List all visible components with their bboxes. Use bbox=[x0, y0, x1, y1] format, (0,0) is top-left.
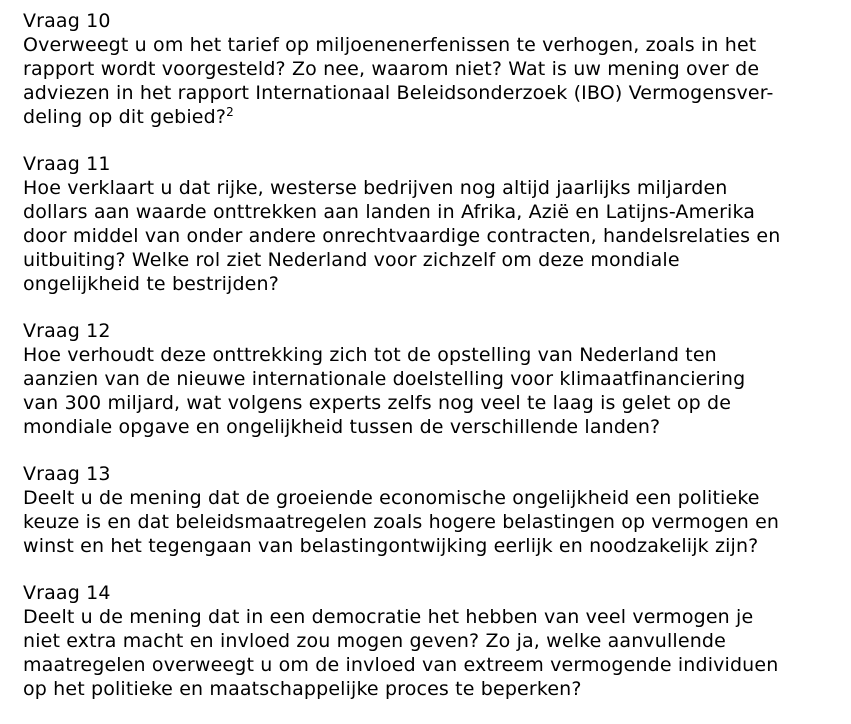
question-title: Vraag 10 bbox=[23, 10, 111, 32]
question-title: Vraag 13 bbox=[23, 463, 111, 485]
question-text-line: winst en het tegengaan van belastingontwijking eerlijk en noodzakelijk zijn? bbox=[23, 535, 759, 557]
question-text-line: Overweegt u om het tarief op miljoenenerfenissen te verhogen, zoals in het bbox=[23, 34, 757, 56]
question-text-line: op het politieke en maatschappelijke proces te beperken? bbox=[23, 678, 582, 700]
question-title: Vraag 12 bbox=[23, 320, 111, 342]
question-text-line: door middel van onder andere onrechtvaardige contracten, handelsrelaties en bbox=[23, 225, 781, 247]
question-text-line: Deelt u de mening dat in een democratie het hebben van veel vermogen je bbox=[23, 606, 754, 628]
footnote-reference[interactable]: 2 bbox=[226, 105, 234, 119]
question-text-line: ongelijkheid te bestrijden? bbox=[23, 273, 279, 295]
question-text-line: uitbuiting? Welke rol ziet Nederland voor zichzelf om deze mondiale bbox=[23, 249, 680, 271]
question-text-line: mondiale opgave en ongelijkheid tussen de verschillende landen? bbox=[23, 416, 661, 438]
question-12 bbox=[23, 319, 845, 439]
question-14 bbox=[23, 581, 845, 701]
question-text-line-last bbox=[23, 105, 845, 129]
question-text: deling op dit gebied? bbox=[23, 106, 227, 128]
question-text-line: aanzien van de nieuwe internationale doelstelling voor klimaatfinanciering bbox=[23, 368, 746, 390]
question-text-line: van 300 miljard, wat volgens experts zelfs nog veel te laag is gelet op de bbox=[23, 392, 732, 414]
question-text-line: rapport wordt voorgesteld? Zo nee, waarom niet? Wat is uw mening over de bbox=[23, 58, 760, 80]
question-10 bbox=[23, 9, 845, 129]
document-page bbox=[23, 9, 845, 724]
question-title: Vraag 14 bbox=[23, 582, 111, 604]
question-text-line: Hoe verklaart u dat rijke, westerse bedrijven nog altijd jaarlijks miljarden bbox=[23, 177, 728, 199]
question-text-line: dollars aan waarde onttrekken aan landen in Afrika, Azië en Latijns-Amerika bbox=[23, 201, 756, 223]
question-11 bbox=[23, 152, 845, 296]
question-text-line: Hoe verhoudt deze onttrekking zich tot de opstelling van Nederland ten bbox=[23, 344, 717, 366]
question-title: Vraag 11 bbox=[23, 153, 111, 175]
question-text-line: keuze is en dat beleidsmaatregelen zoals hogere belastingen op vermogen en bbox=[23, 511, 780, 533]
question-13 bbox=[23, 462, 845, 558]
question-text-line: niet extra macht en invloed zou mogen geven? Zo ja, welke aanvullende bbox=[23, 630, 726, 652]
question-text-line: adviezen in het rapport Internationaal Beleidsonderzoek (IBO) Vermogensver- bbox=[23, 82, 774, 104]
question-text-line: maatregelen overweegt u om de invloed van extreem vermogende individuen bbox=[23, 654, 779, 676]
question-text-line: Deelt u de mening dat de groeiende economische ongelijkheid een politieke bbox=[23, 487, 760, 509]
